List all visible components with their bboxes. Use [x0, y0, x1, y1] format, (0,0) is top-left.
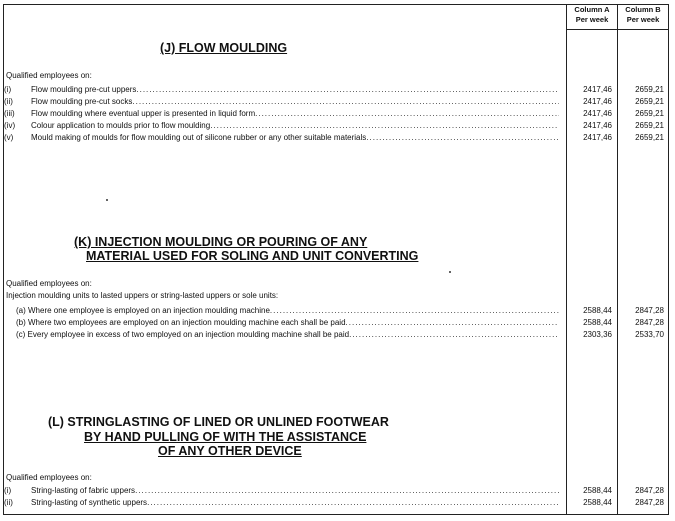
column-a-value: 2588,44	[583, 306, 612, 315]
column-a-value: 2417,46	[583, 85, 612, 94]
row-label: (a) Where one employee is employed on an injection moulding machine .....	[16, 305, 559, 316]
row-number: (iv)	[4, 121, 16, 130]
column-a-value: 2417,46	[583, 109, 612, 118]
row-number: (i)	[4, 486, 12, 495]
column-b-header	[618, 5, 668, 25]
row-label: Flow moulding where eventual upper is presented in liquid form .....	[31, 108, 559, 119]
column-b-value: 2847,28	[635, 486, 664, 495]
column-a-subtitle: Per week	[575, 15, 609, 24]
section-k-title-line2: MATERIAL USED FOR SOLING AND UNIT CONVERTING	[86, 249, 419, 263]
scan-speck	[106, 199, 108, 201]
section-j-intro: Qualified employees on:	[6, 71, 92, 80]
section-l-intro: Qualified employees on:	[6, 473, 92, 482]
row-label: Flow moulding pre-cut uppers .....	[31, 84, 559, 95]
column-b-title: Column B	[625, 5, 661, 14]
column-a-value: 2303,36	[583, 330, 612, 339]
section-l-title-line1: (L) STRINGLASTING OF LINED OR UNLINED FOOTWEAR	[48, 415, 389, 429]
column-b-value: 2847,28	[635, 498, 664, 507]
row-number: (i)	[4, 85, 12, 94]
column-a-header	[567, 5, 617, 25]
row-label: (c) Every employee in excess of two employed on an injection moulding machine shall be paid .....	[16, 329, 559, 340]
column-a-value: 2588,44	[583, 486, 612, 495]
header-underline	[566, 29, 669, 30]
column-a-value: 2588,44	[583, 498, 612, 507]
row-label: (b) Where two employees are employed on an injection moulding machine each shall be paid .....	[16, 317, 559, 328]
row-number: (v)	[4, 133, 14, 142]
column-b-value: 2533,70	[635, 330, 664, 339]
row-number: (iii)	[4, 109, 15, 118]
column-b-value: 2847,28	[635, 306, 664, 315]
row-label: String-lasting of synthetic uppers .....	[31, 497, 559, 508]
section-j-title: (J) FLOW MOULDING	[160, 41, 288, 55]
section-k-intro: Qualified employees on:	[6, 279, 92, 288]
scan-speck	[449, 271, 451, 273]
column-a-divider	[566, 4, 567, 515]
column-b-value: 2847,28	[635, 318, 664, 327]
column-b-value: 2659,21	[635, 121, 664, 130]
column-b-subtitle: Per week	[626, 15, 660, 24]
row-label: String-lasting of fabric uppers .....	[31, 485, 559, 496]
row-number: (ii)	[4, 498, 13, 507]
row-label: Colour application to moulds prior to flow moulding .....	[31, 120, 559, 131]
column-b-value: 2659,21	[635, 97, 664, 106]
column-a-value: 2417,46	[583, 133, 612, 142]
section-k-intro-units: Injection moulding units to lasted uppers or string-lasted uppers or sole units:	[6, 291, 279, 300]
section-k-title-line1: (K) INJECTION MOULDING OR POURING OF ANY	[74, 235, 368, 249]
section-l-title-line3: OF ANY OTHER DEVICE	[158, 444, 302, 458]
column-b-value: 2659,21	[635, 133, 664, 142]
column-b-divider	[617, 4, 618, 515]
row-number: (ii)	[4, 97, 13, 106]
column-a-value: 2588,44	[583, 318, 612, 327]
column-b-value: 2659,21	[635, 109, 664, 118]
section-l-title-line2: BY HAND PULLING OF WITH THE ASSISTANCE	[84, 430, 367, 444]
column-a-title: Column A	[574, 5, 610, 14]
row-label: Flow moulding pre-cut socks .....	[31, 96, 559, 107]
column-a-value: 2417,46	[583, 97, 612, 106]
row-label: Mould making of moulds for flow moulding out of silicone rubber or any other suitable materials .....	[31, 132, 559, 143]
column-b-value: 2659,21	[635, 85, 664, 94]
column-a-value: 2417,46	[583, 121, 612, 130]
